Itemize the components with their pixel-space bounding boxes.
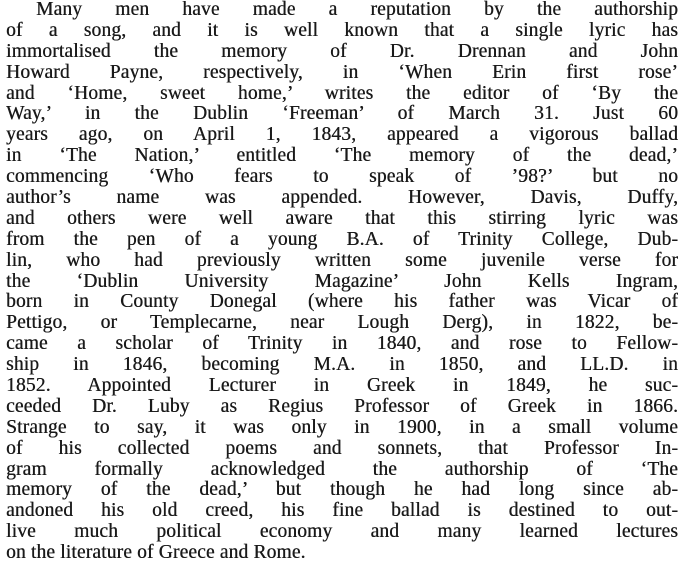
text-line: commencing ‘Who fears to speak of ’98?’ but no [6, 166, 678, 188]
text-line: of a song, and it is well known that a single lyric has [6, 19, 678, 41]
text-line: Pettigo, or Templecarne, near Lough Derg), in 1822, be- [6, 312, 678, 334]
text-line: on the literature of Greece and Rome. [6, 542, 306, 564]
text-line: of his collected poems and sonnets, that Professor In- [6, 437, 678, 459]
text-line: gram formally acknowledged the authorship of ‘The [6, 458, 678, 480]
text-line: Many men have made a reputation by the authorship [36, 0, 678, 20]
text-line: immortalised the memory of Dr. Drennan and John [6, 40, 678, 62]
text-line: ship in 1846, becoming M.A. in 1850, and LL.D. in [6, 354, 678, 376]
text-line: in ‘The Nation,’ entitled ‘The memory of the dead,’ [6, 145, 678, 167]
text-line: 1852. Appointed Lecturer in Greek in 1849, he suc- [6, 375, 678, 397]
text-line: ceeded Dr. Luby as Regius Professor of Greek in 1866. [6, 395, 678, 417]
text-line: memory of the dead,’ but though he had long since ab- [6, 479, 678, 501]
text-line: and others were well aware that this stirring lyric was [6, 207, 678, 229]
text-line: lin, who had previously written some juvenile verse for [6, 249, 678, 271]
text-line: came a scholar of Trinity in 1840, and rose to Fellow- [6, 333, 678, 355]
text-line: andoned his old creed, his fine ballad is destined to out- [6, 500, 678, 522]
text-line: from the pen of a young B.A. of Trinity College, Dub- [6, 228, 678, 250]
text-line: Way,’ in the Dublin ‘Freeman’ of March 31. Just 60 [6, 103, 678, 125]
text-line: author’s name was appended. However, Davis, Duffy, [6, 187, 678, 209]
text-line: the ‘Dublin University Magazine’ John Kells Ingram, [6, 270, 678, 292]
text-line: years ago, on April 1, 1843, appeared a vigorous ballad [6, 124, 678, 146]
text-line: born in County Donegal (where his father was Vicar of [6, 291, 678, 313]
text-line: Strange to say, it was only in 1900, in a small volume [6, 416, 678, 438]
text-line: live much political economy and many learned lectures [6, 521, 678, 543]
text-line: and ‘Home, sweet home,’ writes the editor of ‘By the [6, 82, 678, 104]
text-line: Howard Payne, respectively, in ‘When Erin first rose’ [6, 61, 678, 83]
